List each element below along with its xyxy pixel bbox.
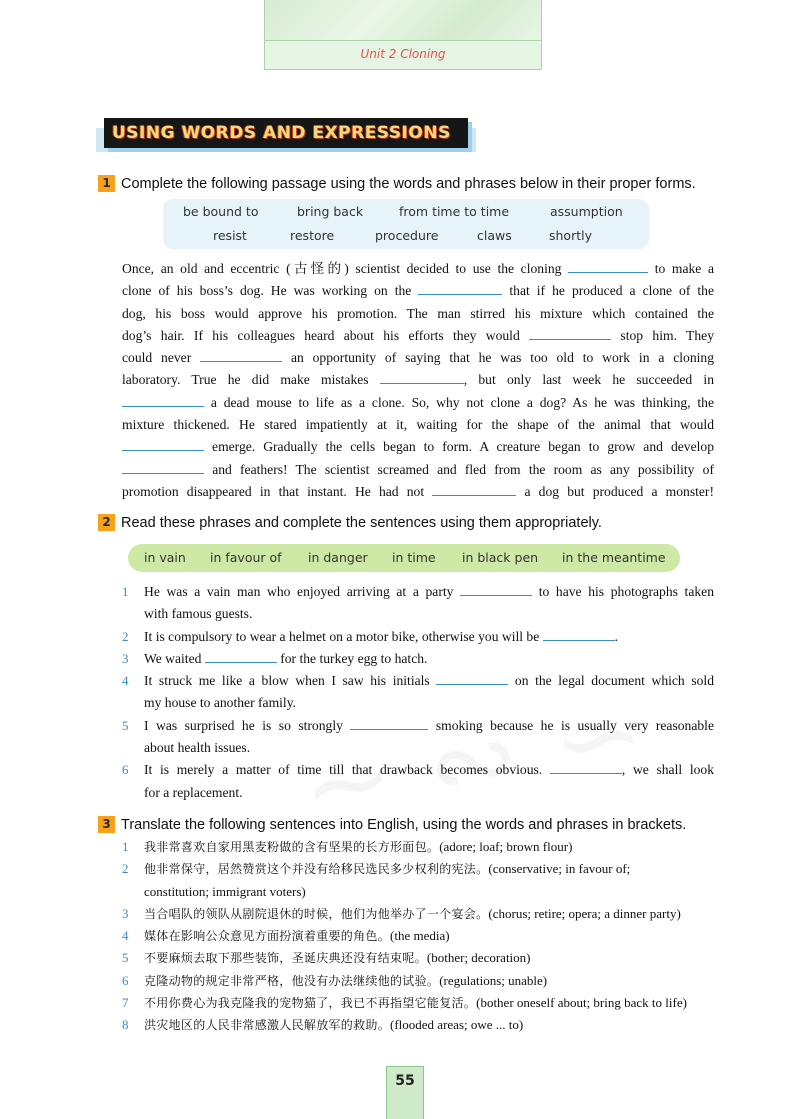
hint-words: (chorus; retire; opera; a dinner party) (488, 905, 681, 921)
item-text: smoking because he is usually very reasonable (428, 717, 714, 733)
word-box (163, 199, 649, 249)
item-text: my house to another family. (144, 695, 297, 711)
item-number: 1 (122, 839, 129, 854)
passage-text: an opportunity of saying that he was too old to work in a cloning (282, 350, 715, 366)
phrase-chip: in favour of (210, 550, 282, 565)
answer-blank[interactable] (205, 651, 277, 663)
unit-header-tab (264, 0, 542, 70)
item-text: I was surprised he is so strongly (144, 717, 351, 733)
answer-blank[interactable] (568, 261, 648, 273)
item-text: on the legal document which sold (508, 673, 714, 689)
item-text: . (614, 628, 619, 644)
answer-blank[interactable] (122, 462, 204, 474)
item-text: He was a vain man who enjoyed arriving at a party (144, 584, 461, 599)
section-1-instruction: Complete the following passage using the words and phrases below in their proper forms. (121, 175, 696, 192)
passage-line (122, 369, 714, 391)
list-item (122, 648, 714, 670)
word-chip: claws (477, 228, 512, 243)
item-number: 5 (122, 950, 129, 966)
banner-title: USING WORDS AND EXPRESSIONS (112, 123, 451, 143)
answer-blank[interactable] (200, 350, 282, 362)
passage-text: could never (122, 350, 201, 366)
item-number: 3 (122, 905, 129, 921)
section-2-instruction: Read these phrases and complete the sentences using them appropriately. (121, 514, 602, 531)
passage-text: emerge. Gradually the cells began to form. A creature began to grow and develop (204, 439, 714, 455)
phrase-chip: in black pen (462, 550, 539, 565)
item-text: for a replacement. (144, 784, 243, 800)
item-text: It is compulsory to wear a helmet on a motor bike, otherwise you will be (144, 628, 543, 644)
passage-line (122, 392, 714, 414)
answer-blank[interactable] (543, 629, 615, 641)
passage-text: that if he produced a clone of the (502, 283, 715, 299)
item-text: , we shall look (621, 762, 714, 778)
passage-line (122, 258, 714, 280)
section-1-heading (98, 175, 696, 192)
section-number-badge: 3 (98, 816, 115, 833)
word-chip: from time to time (399, 204, 510, 219)
hint-words: (regulations; unable) (439, 972, 548, 988)
answer-blank[interactable] (529, 328, 611, 340)
list-item (122, 581, 714, 603)
section-number-badge: 1 (98, 175, 115, 192)
item-text: about health issues. (144, 740, 251, 756)
translation-list (122, 836, 714, 1037)
chinese-sentence: 当合唱队的领队从剧院退休的时候，他们为他举办了一个宴会。 (144, 906, 489, 921)
passage-text: , but only last week he succeeded in (463, 372, 714, 388)
section-number-badge: 2 (98, 514, 115, 531)
passage-text: promotion disappeared in that instant. He had not (122, 483, 433, 499)
word-chip: be bound to (183, 204, 259, 219)
header-texture (265, 0, 541, 40)
word-chip: restore (290, 228, 335, 243)
passage-line (122, 347, 714, 369)
passage-text: a dog but produced a monster! (516, 483, 714, 499)
item-number: 6 (122, 972, 129, 988)
word-chip: shortly (549, 228, 592, 243)
item-number: 7 (122, 995, 129, 1011)
item-number: 4 (122, 928, 129, 944)
phrase-chip: in time (392, 550, 436, 565)
item-number: 1 (122, 584, 129, 599)
passage-text: and feathers! The scientist screamed and fled from the room as any possibility of (204, 461, 714, 477)
answer-blank[interactable] (436, 673, 508, 685)
chinese-sentence: 洪灾地区的人民非常感激人民解放军的救助。 (144, 1018, 391, 1033)
word-chip: resist (213, 228, 247, 243)
answer-blank[interactable] (122, 395, 204, 407)
chinese-sentence: 我非常喜欢自家用黑麦粉做的含有坚果的长方形面包。 (144, 840, 440, 854)
item-text: We waited (144, 650, 205, 666)
passage-text: Once, an old and eccentric (古怪的) scientist decided to use the cloning (122, 261, 569, 276)
section-banner (104, 118, 468, 148)
passage-line (122, 280, 714, 302)
passage-line (122, 481, 714, 503)
passage-line (122, 303, 714, 325)
page-number-tab (386, 1066, 424, 1119)
chinese-sentence: 不用你费心为我克隆我的宠物猫了，我已不再指望它能复活。 (144, 996, 477, 1011)
passage-text: stop him. They (611, 327, 714, 343)
list-item-continuation (122, 603, 714, 625)
hint-words: (bother; decoration) (426, 950, 531, 966)
list-item (122, 903, 714, 925)
hint-words: (bother oneself about; bring back to life) (476, 995, 687, 1011)
hint-words: constitution; immigrant voters) (144, 883, 306, 899)
chinese-sentence: 不要麻烦去取下那些装饰，圣诞庆典还没有结束呢。 (144, 951, 427, 966)
list-item (122, 1014, 714, 1036)
item-number: 8 (122, 1017, 129, 1033)
passage-text: laboratory. True he did make mistakes (122, 372, 380, 388)
passage-line (122, 459, 714, 481)
item-number: 5 (122, 717, 129, 733)
passage-text: to make a (648, 261, 714, 276)
passage-text: mixture thickened. He stared impatiently at it, waiting for the shape of the animal that would (122, 417, 714, 433)
hint-words: (the media) (390, 928, 450, 944)
item-number: 6 (122, 762, 129, 778)
answer-blank[interactable] (380, 372, 464, 384)
passage-text: dog, his boss would approve his promotion. The man stirred his mixture which contained the (122, 305, 714, 321)
list-item (122, 858, 714, 880)
answer-blank[interactable] (418, 283, 502, 295)
phrase-chip: in vain (144, 550, 186, 565)
list-item (122, 626, 714, 648)
list-item (122, 992, 714, 1014)
cloze-passage (122, 258, 714, 503)
passage-text: clone of his boss’s dog. He was working on the (122, 283, 419, 299)
phrase-chip: in the meantime (562, 550, 666, 565)
hint-words: (conservative; in favour of; (488, 861, 631, 877)
passage-line (122, 325, 714, 347)
passage-line (122, 436, 714, 458)
chinese-sentence: 媒体在影响公众意见方面扮演着重要的角色。 (144, 929, 391, 944)
header-divider (265, 40, 541, 41)
phrase-bar (128, 544, 680, 572)
section-3-instruction: Translate the following sentences into English, using the words and phrases in brackets. (121, 816, 687, 833)
passage-line (122, 414, 714, 436)
chinese-sentence: 克隆动物的规定非常严格，他没有办法继续他的试验。 (144, 973, 440, 988)
list-item-continuation (122, 881, 714, 903)
unit-title: Unit 2 Cloning (360, 47, 446, 61)
item-number: 2 (122, 628, 129, 644)
word-chip: bring back (297, 204, 364, 219)
hint-words: (adore; loaf; brown flour) (439, 839, 573, 854)
item-number: 3 (122, 650, 129, 666)
item-text: It is merely a matter of time till that drawback becomes obvious. (144, 762, 550, 778)
passage-text: dog’s hair. If his colleagues heard about his efforts they would (122, 327, 530, 343)
item-text: with famous guests. (144, 606, 253, 622)
item-number: 2 (122, 861, 129, 877)
answer-blank[interactable] (122, 439, 204, 451)
item-text: It struck me like a blow when I saw his initials (144, 673, 437, 689)
item-text: to have his photographs taken (532, 584, 714, 599)
list-item (122, 925, 714, 947)
hint-words: (flooded areas; owe ... to) (390, 1017, 524, 1033)
list-item (122, 970, 714, 992)
chinese-sentence: 他非常保守，居然赞赏这个并没有给移民选民多少权利的宪法。 (144, 862, 489, 877)
phrase-chip: in danger (308, 550, 368, 565)
word-chip: procedure (375, 228, 439, 243)
list-item (122, 947, 714, 969)
passage-text: a dead mouse to life as a clone. So, why not clone a dog? As he was thinking, the (204, 394, 714, 410)
word-chip: assumption (550, 204, 623, 219)
section-2-heading (98, 514, 602, 531)
item-number: 4 (122, 673, 129, 689)
item-text: for the turkey egg to hatch. (276, 650, 428, 666)
answer-blank[interactable] (460, 584, 532, 596)
answer-blank[interactable] (432, 484, 516, 496)
page-number: 55 (395, 1073, 415, 1089)
